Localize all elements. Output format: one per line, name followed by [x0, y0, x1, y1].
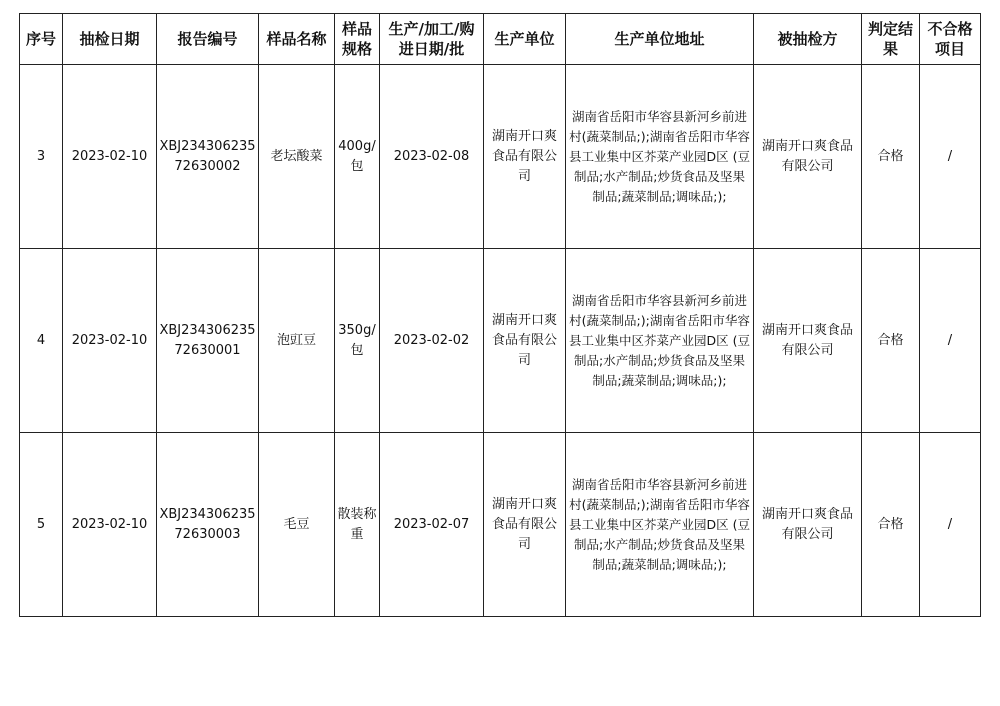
cell-report-no: XBJ23430623572630002: [157, 65, 259, 249]
table-body: [20, 65, 981, 617]
cell-spec: 散装称重: [335, 433, 380, 617]
cell-producer-addr: 湖南省岳阳市华容县新河乡前进村(蔬菜制品;);湖南省岳阳市华容县工业集中区芥菜产业园D区 (豆制品;水产制品;炒货食品及坚果制品;蔬菜制品;调味品;);: [566, 433, 754, 617]
header-producer: 生产单位: [484, 14, 566, 65]
cell-report-no: XBJ23430623572630001: [157, 249, 259, 433]
cell-producer: 湖南开口爽食品有限公司: [484, 65, 566, 249]
header-fail-items: 不合格项目: [920, 14, 981, 65]
cell-seq: 5: [20, 433, 63, 617]
header-producer-addr: 生产单位地址: [566, 14, 754, 65]
cell-sample-name: 毛豆: [259, 433, 335, 617]
cell-seq: 3: [20, 65, 63, 249]
header-inspected: 被抽检方: [754, 14, 862, 65]
cell-prod-date: 2023-02-02: [380, 249, 484, 433]
cell-prod-date: 2023-02-07: [380, 433, 484, 617]
cell-spec: 400g/包: [335, 65, 380, 249]
cell-fail-items: /: [920, 433, 981, 617]
cell-report-no: XBJ23430623572630003: [157, 433, 259, 617]
cell-sample-name: 泡豇豆: [259, 249, 335, 433]
cell-spec: 350g/包: [335, 249, 380, 433]
cell-result: 合格: [862, 249, 920, 433]
inspection-results-table: [19, 13, 981, 617]
header-result: 判定结果: [862, 14, 920, 65]
header-report-no: 报告编号: [157, 14, 259, 65]
header-prod-date: 生产/加工/购进日期/批: [380, 14, 484, 65]
header-sample-name: 样品名称: [259, 14, 335, 65]
cell-producer: 湖南开口爽食品有限公司: [484, 249, 566, 433]
cell-date: 2023-02-10: [63, 249, 157, 433]
cell-sample-name: 老坛酸菜: [259, 65, 335, 249]
cell-producer-addr: 湖南省岳阳市华容县新河乡前进村(蔬菜制品;);湖南省岳阳市华容县工业集中区芥菜产业园D区 (豆制品;水产制品;炒货食品及坚果制品;蔬菜制品;调味品;);: [566, 65, 754, 249]
cell-fail-items: /: [920, 249, 981, 433]
header-date: 抽检日期: [63, 14, 157, 65]
cell-fail-items: /: [920, 65, 981, 249]
table-row: [20, 433, 981, 617]
cell-inspected: 湖南开口爽食品有限公司: [754, 249, 862, 433]
cell-inspected: 湖南开口爽食品有限公司: [754, 65, 862, 249]
cell-producer-addr: 湖南省岳阳市华容县新河乡前进村(蔬菜制品;);湖南省岳阳市华容县工业集中区芥菜产业园D区 (豆制品;水产制品;炒货食品及坚果制品;蔬菜制品;调味品;);: [566, 249, 754, 433]
cell-prod-date: 2023-02-08: [380, 65, 484, 249]
cell-date: 2023-02-10: [63, 65, 157, 249]
cell-seq: 4: [20, 249, 63, 433]
header-seq: 序号: [20, 14, 63, 65]
header-row: [20, 14, 981, 65]
cell-result: 合格: [862, 433, 920, 617]
cell-inspected: 湖南开口爽食品有限公司: [754, 433, 862, 617]
table-row: [20, 249, 981, 433]
cell-producer: 湖南开口爽食品有限公司: [484, 433, 566, 617]
cell-result: 合格: [862, 65, 920, 249]
cell-date: 2023-02-10: [63, 433, 157, 617]
table-header: [20, 14, 981, 65]
table-row: [20, 65, 981, 249]
header-spec: 样品规格: [335, 14, 380, 65]
